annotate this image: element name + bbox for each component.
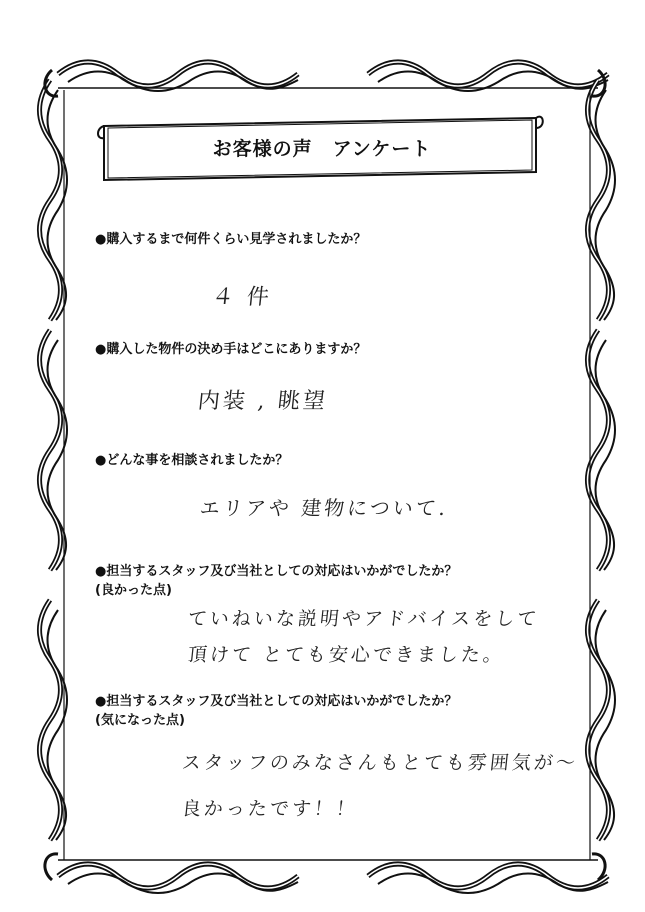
answer-3: エリアや 建物について.: [198, 496, 450, 520]
page-title: お客様の声 アンケート: [212, 138, 432, 160]
question-2: ●購入した物件の決め手はどこにありますか？: [95, 342, 367, 357]
left-border-ornament: [40, 80, 68, 860]
answer-1: ４ 件: [210, 285, 274, 310]
title-area: [102, 120, 542, 180]
question-3: ●どんな事を相談されましたか？: [95, 453, 289, 468]
question-5: ●担当するスタッフ及び当社としての対応はいかがでしたか？: [95, 694, 458, 709]
answer-2: 内装 , 眺望: [196, 389, 330, 414]
question-5-sub: (気になった点): [95, 713, 185, 728]
answer-4-line-2: 頂けて とても安心できました。: [186, 644, 507, 666]
bottom-border-ornament: [58, 860, 608, 893]
answer-5-line-1: スタッフのみなさんもとても雰囲気が〜: [180, 752, 580, 774]
answer-4-line-1: ていねいな説明やアドバイスをして: [186, 608, 541, 630]
top-border-ornament: [58, 62, 608, 91]
right-border-ornament: [588, 80, 616, 860]
question-4-sub: (良かった点): [95, 583, 172, 598]
question-1: ●購入するまで何件くらい見学されましたか？: [95, 232, 367, 247]
question-4: ●担当するスタッフ及び当社としての対応はいかがでしたか？: [95, 564, 458, 579]
answer-5-line-2: 良かったです！！: [180, 798, 360, 820]
